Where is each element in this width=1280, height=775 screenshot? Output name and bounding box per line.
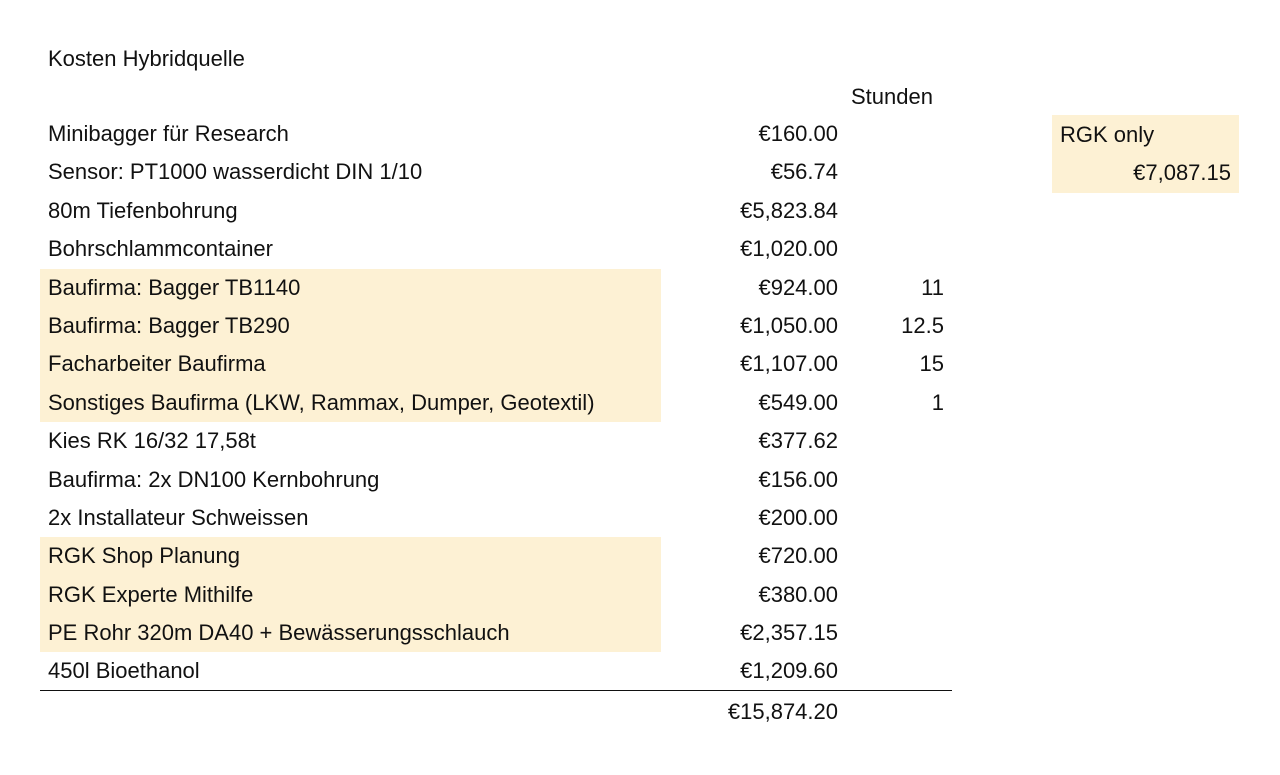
- rgk-only-value: €7,087.15: [1133, 160, 1231, 185]
- row-hours: 15: [919, 351, 944, 377]
- row-amount: €377.62: [758, 428, 838, 454]
- table-row: [40, 384, 952, 422]
- row-label: RGK Experte Mithilfe: [48, 581, 254, 607]
- row-hours: 1: [931, 389, 944, 415]
- row-label: 450l Bioethanol: [48, 658, 200, 684]
- row-label: Baufirma: 2x DN100 Kernbohrung: [48, 466, 380, 492]
- row-amount: €5,823.84: [740, 197, 838, 223]
- row-amount: €160.00: [758, 121, 838, 146]
- sheet-title: Kosten Hybridquelle: [48, 46, 245, 71]
- row-amount: €924.00: [758, 274, 838, 300]
- row-amount: €156.00: [758, 466, 838, 492]
- table-row: [40, 269, 952, 307]
- row-label: Bohrschlammcontainer: [48, 236, 273, 262]
- rgk-only-box: [1052, 115, 1239, 193]
- row-amount: €1,020.00: [740, 236, 838, 262]
- table-row: [40, 537, 952, 575]
- table-row: [40, 461, 952, 499]
- table-row: [40, 153, 952, 191]
- row-amount: €1,050.00: [740, 312, 838, 338]
- table-row: [40, 422, 952, 460]
- table-row: [40, 230, 952, 268]
- table-row: [40, 115, 952, 153]
- table-row: [40, 576, 952, 614]
- table-row: [40, 499, 952, 537]
- row-amount: €720.00: [758, 543, 838, 569]
- hours-column-header: Stunden: [851, 84, 933, 109]
- row-label: 2x Installateur Schweissen: [48, 504, 309, 530]
- row-amount: €380.00: [758, 581, 838, 607]
- row-hours: 12.5: [901, 312, 944, 338]
- row-label: Minibagger für Research: [48, 121, 289, 146]
- row-hours: 11: [921, 274, 944, 300]
- row-label: Sensor: PT1000 wasserdicht DIN 1/10: [48, 159, 423, 185]
- table-row: [40, 192, 952, 230]
- row-amount: €1,209.60: [740, 658, 838, 684]
- row-label: 80m Tiefenbohrung: [48, 197, 238, 223]
- table-row: [40, 614, 952, 652]
- row-amount: €1,107.00: [740, 351, 838, 377]
- row-label: RGK Shop Planung: [48, 543, 241, 569]
- total-amount: €15,874.20: [727, 699, 838, 724]
- row-label: Baufirma: Bagger TB290: [48, 312, 290, 338]
- table-row: [40, 307, 952, 345]
- row-label: Baufirma: Bagger TB1140: [48, 274, 301, 300]
- rgk-only-label: RGK only: [1060, 122, 1155, 147]
- row-label: Kies RK 16/32 17,58t: [48, 428, 256, 454]
- row-amount: €56.74: [770, 159, 838, 185]
- row-amount: €200.00: [758, 504, 838, 530]
- total-row: [40, 693, 952, 731]
- row-label: Sonstiges Baufirma (LKW, Rammax, Dumper, Geotextil): [48, 389, 595, 415]
- row-amount: €2,357.15: [740, 620, 838, 646]
- table-row: [40, 652, 952, 690]
- cost-table: [40, 115, 952, 691]
- row-label: PE Rohr 320m DA40 + Bewässerungsschlauch: [48, 620, 510, 646]
- table-row: [40, 345, 952, 383]
- total-rule: [40, 690, 952, 691]
- row-label: Facharbeiter Baufirma: [48, 351, 266, 377]
- row-amount: €549.00: [758, 389, 838, 415]
